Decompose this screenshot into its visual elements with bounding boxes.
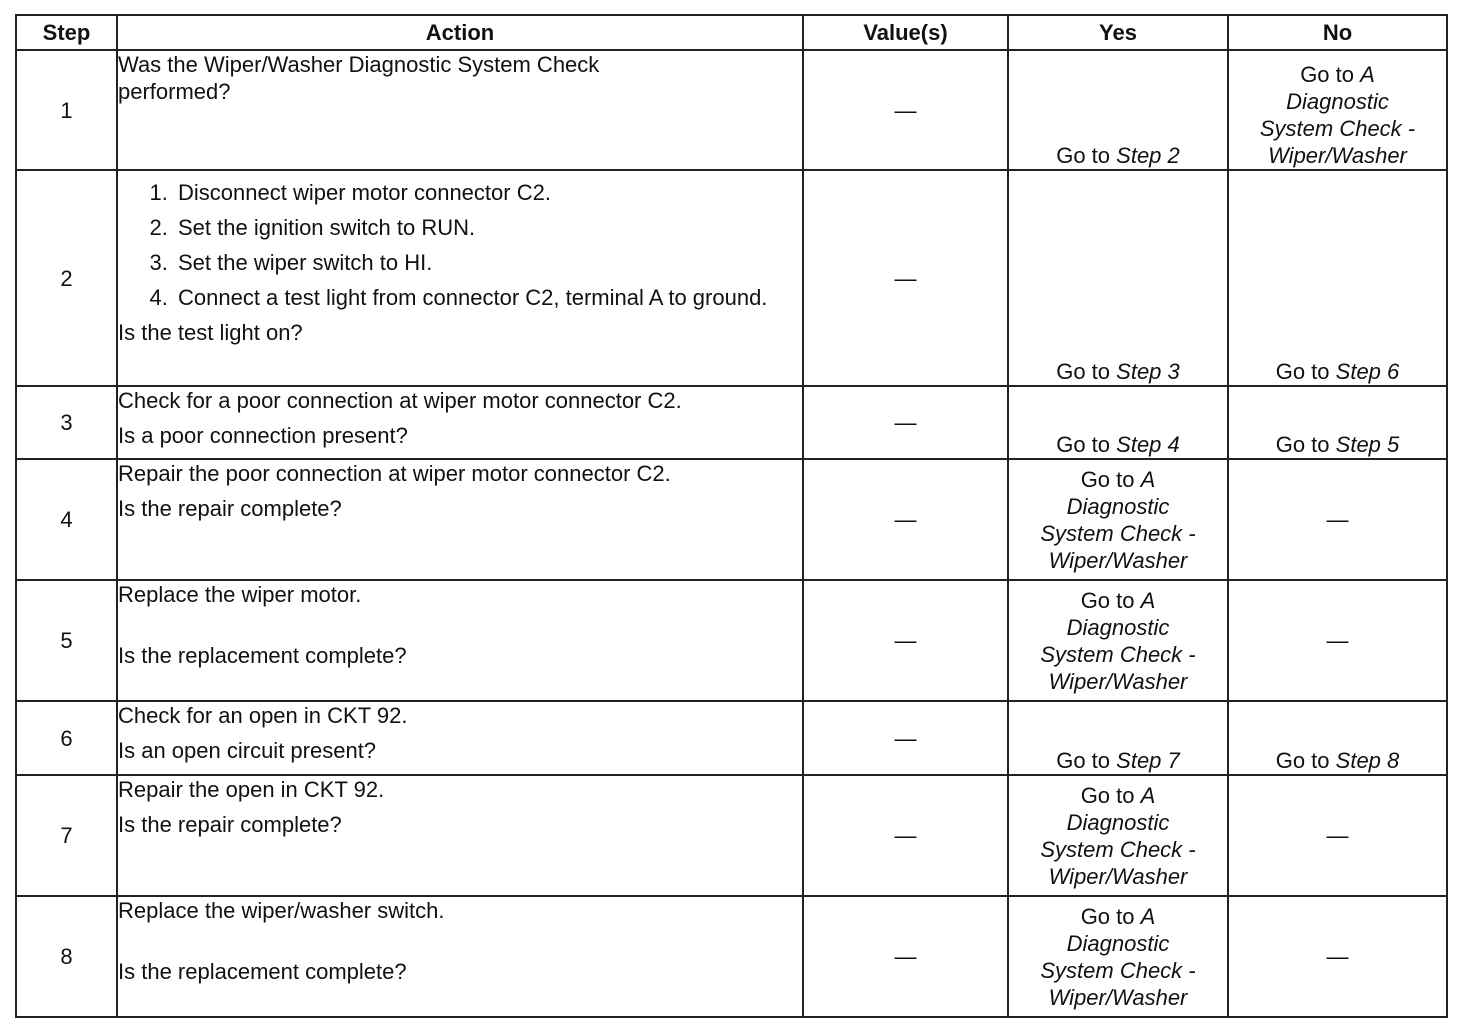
step-number: 1 [16, 50, 117, 170]
step-number: 4 [16, 459, 117, 580]
action-cell [117, 896, 803, 1017]
action-cell [117, 50, 803, 170]
no-target-link[interactable]: A Diagnostic System Check - Wiper/Washer [1259, 62, 1416, 168]
list-item: 1. Disconnect wiper motor connector C2. [174, 179, 802, 206]
yes-target-link[interactable]: A Diagnostic System Check - Wiper/Washer [1040, 587, 1196, 694]
action-text: Repair the open in CKT 92. [118, 777, 385, 802]
table-row [16, 775, 1447, 896]
question-text: Is the replacement complete? [118, 959, 407, 984]
action-text: Was the Wiper/Washer Diagnostic System Check [118, 52, 600, 77]
value-cell: — [803, 775, 1008, 896]
yes-prefix: Go to [1056, 748, 1111, 773]
question-text: Is an open circuit present? [118, 738, 377, 763]
value-cell: — [803, 896, 1008, 1017]
value-cell: — [803, 386, 1008, 459]
header-action: Action [117, 15, 803, 50]
table-row [16, 896, 1447, 1017]
no-prefix: Go to [1275, 748, 1330, 773]
yes-cell[interactable] [1008, 170, 1228, 386]
table-row [16, 170, 1447, 386]
no-target-link[interactable]: Step 6 [1335, 359, 1400, 384]
yes-prefix: Go to [1056, 359, 1111, 384]
list-item: 4. Connect a test light from connector C2, terminal A to ground. [174, 284, 802, 311]
step-number: 8 [16, 896, 117, 1017]
no-cell[interactable] [1228, 50, 1447, 170]
no-prefix: Go to [1275, 432, 1330, 457]
no-prefix: Go to [1275, 359, 1330, 384]
header-step: Step [16, 15, 117, 50]
action-cell [117, 775, 803, 896]
no-cell: — [1228, 896, 1447, 1017]
no-target-link[interactable]: Step 5 [1335, 432, 1400, 457]
question-text: Is a poor connection present? [118, 423, 408, 448]
yes-target-link[interactable]: A Diagnostic System Check - Wiper/Washer [1040, 782, 1196, 889]
yes-target-link[interactable]: Step 3 [1116, 359, 1180, 384]
table-row [16, 701, 1447, 775]
header-values: Value(s) [803, 15, 1008, 50]
yes-cell[interactable] [1008, 580, 1228, 701]
action-cell [117, 701, 803, 775]
yes-cell[interactable] [1008, 701, 1228, 775]
yes-cell[interactable] [1008, 50, 1228, 170]
yes-prefix: Go to [1056, 432, 1111, 457]
table-row [16, 580, 1447, 701]
action-cell [117, 580, 803, 701]
yes-prefix: Go to [1080, 903, 1135, 929]
no-cell: — [1228, 459, 1447, 580]
yes-cell[interactable] [1008, 386, 1228, 459]
yes-cell[interactable] [1008, 896, 1228, 1017]
yes-target-link[interactable]: Step 7 [1116, 748, 1180, 773]
no-target-link[interactable]: Step 8 [1335, 748, 1400, 773]
question-text: Is the replacement complete? [118, 643, 407, 668]
value-cell: — [803, 580, 1008, 701]
value-cell: — [803, 50, 1008, 170]
yes-prefix: Go to [1056, 143, 1111, 168]
action-cell [117, 459, 803, 580]
yes-prefix: Go to [1080, 587, 1135, 613]
step-number: 3 [16, 386, 117, 459]
no-cell[interactable] [1228, 170, 1447, 386]
list-item: 3. Set the wiper switch to HI. [174, 249, 802, 276]
action-cell [117, 386, 803, 459]
action-cell [117, 170, 803, 386]
yes-target-link[interactable]: A Diagnostic System Check - Wiper/Washer [1040, 466, 1196, 573]
question-text: Is the repair complete? [118, 812, 342, 837]
value-cell: — [803, 701, 1008, 775]
yes-target-link[interactable]: Step 2 [1116, 143, 1180, 168]
action-text: Replace the wiper motor. [118, 582, 362, 607]
step-number: 5 [16, 580, 117, 701]
action-text: Check for an open in CKT 92. [118, 703, 408, 728]
table-row [16, 386, 1447, 459]
yes-prefix: Go to [1080, 782, 1135, 808]
action-text: performed? [118, 79, 231, 104]
no-prefix: Go to [1300, 62, 1354, 87]
header-yes: Yes [1008, 15, 1228, 50]
yes-prefix: Go to [1080, 466, 1135, 492]
no-cell[interactable] [1228, 386, 1447, 459]
table-row [16, 50, 1447, 170]
yes-target-link[interactable]: Step 4 [1116, 432, 1180, 457]
action-text: Replace the wiper/washer switch. [118, 898, 445, 923]
question-text: Is the repair complete? [118, 496, 342, 521]
header-no: No [1228, 15, 1447, 50]
value-cell: — [803, 459, 1008, 580]
step-number: 7 [16, 775, 117, 896]
yes-target-link[interactable]: A Diagnostic System Check - Wiper/Washer [1040, 903, 1196, 1010]
header-row [16, 15, 1447, 50]
step-number: 2 [16, 170, 117, 386]
no-cell: — [1228, 580, 1447, 701]
list-item: 2. Set the ignition switch to RUN. [174, 214, 802, 241]
yes-cell[interactable] [1008, 459, 1228, 580]
no-cell[interactable] [1228, 701, 1447, 775]
yes-cell[interactable] [1008, 775, 1228, 896]
step-number: 6 [16, 701, 117, 775]
action-text: Check for a poor connection at wiper motor connector C2. [118, 388, 682, 413]
table-row [16, 459, 1447, 580]
action-text: Repair the poor connection at wiper motor connector C2. [118, 461, 671, 486]
no-cell: — [1228, 775, 1447, 896]
question-text: Is the test light on? [118, 320, 303, 345]
diagnostic-table [15, 14, 1448, 1018]
action-steps-list [118, 179, 802, 311]
value-cell: — [803, 170, 1008, 386]
